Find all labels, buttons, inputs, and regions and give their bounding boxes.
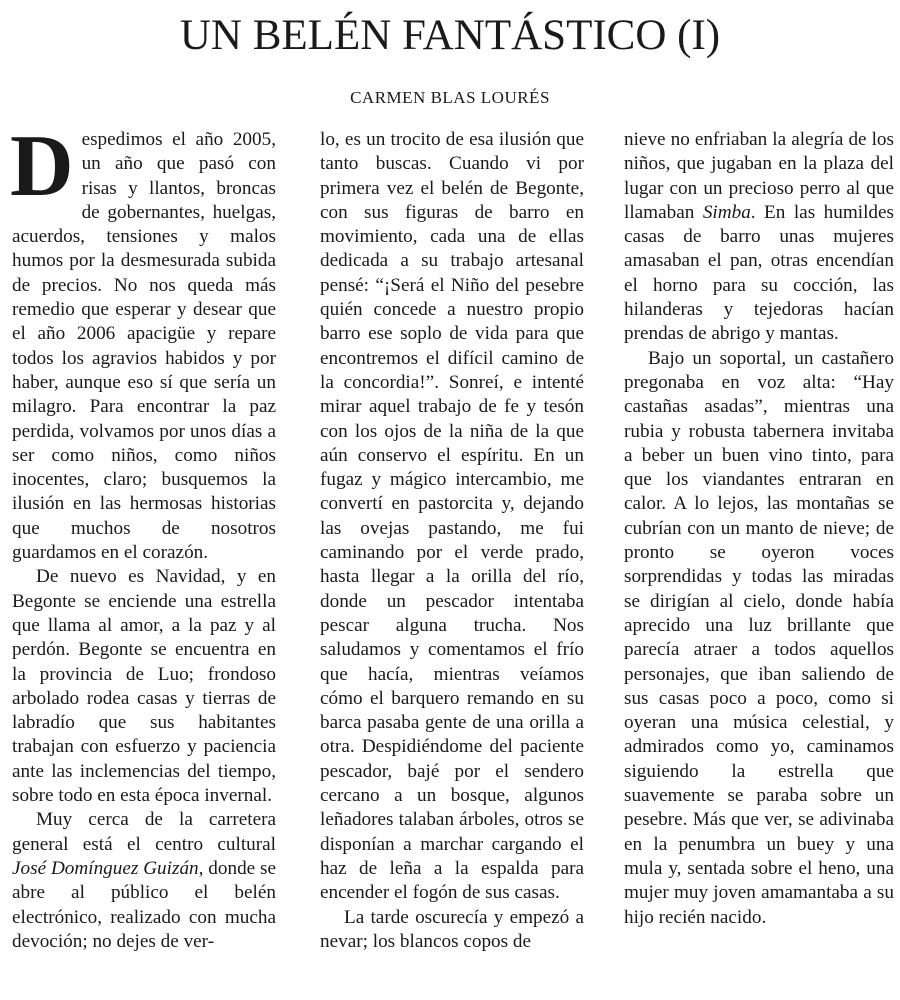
paragraph: La tarde oscurecía y empezó a nevar; los blancos copos de [320, 906, 584, 952]
column-3 [624, 128, 894, 930]
paragraph-text: . En las humildes casas de barro unas mujeres amasaban el pan, otras encendían el horno para su cocción, las hilanderas y tejedoras hacían prendas de abrigo y mantas. [624, 201, 894, 345]
paragraph [10, 118, 276, 565]
center-name: José Domínguez Guizán [12, 857, 199, 879]
column-1 [10, 118, 277, 954]
paragraph [12, 808, 276, 954]
paragraph: Bajo un soportal, un castañero pregonaba en voz alta: “Hay castañas asadas”, mientras una rubia y robusta tabernera invitaba a beber un buen vino tinto, para que los viandantes entraran en calor. A lo lejos, las montañas se cubrían con un manto de nieve; de pronto se oyeron voces sorprendidas y todas las miradas se dirigían al cielo, donde había aprecido una luz brillante que parecía atraer a todos aquellos personajes, que iban saliendo de sus casas poco a poco, como si oyeran una música celestial, y admirados como yo, caminamos siguiendo la estrella que suavemente se paraba sobre un pesebre. Más que ver, se adivinaba en la penumbra un buey y una mula y, sentada sobre el heno, una mujer muy joven amamantaba a su hijo recién nacido. [624, 347, 894, 928]
paragraph-text: Muy cerca de la carretera general está el centro cultural [12, 809, 276, 855]
paragraph-text: nieve no enfriaban la alegría de los niños, que jugaban en la plaza del lugar con un precioso perro al que llamaban [624, 129, 894, 223]
paragraph-text: , donde se abre al público el belén electrónico, realizado con mucha devoción; no dejes de ver- [12, 857, 277, 952]
paragraph [624, 128, 894, 347]
column-2 [320, 128, 584, 954]
paragraph-text: espedimos el año 2005, un año que pasó con risas y llantos, broncas de gobernantes, huelgas, acuerdos, tensiones y malos humos por la desmesurada subida de precios. No nos queda más remedio que esperar y desear que el año 2006 apacigüe y repare todos los agravios habidos y por haber, aunque eso sí que sería un milagro. Para encontrar la paz perdida, volvamos por unos días a ser como niños, como niños inocentes, claro; busquemos la ilusión en las hermosas historias que muchos de nosotros guardamos en el corazón. [12, 129, 276, 564]
paragraph: lo, es un trocito de esa ilusión que tanto buscas. Cuando vi por primera vez el belén de Begonte, con sus figuras de barro en movimiento, cada una de ellas dedicada a su trabajo artesanal pensé: “¡Será el Niño del pesebre quién concede a nuestro propio barro ese soplo de vida para que encontremos el difícil camino de la concordia!”. Sonreí, e intenté mirar aquel trabajo de fe y tesón con los ojos de la niña de la que aún conservo el espíritu. En un fugaz y mágico intercambio, me convertí en pastorcita y, dejando las ovejas pastando, me fui caminando por el verde prado, hasta llegar a la orilla del río, donde un pescador intentaba pescar alguna trucha. Nos saludamos y comentamos el frío que hacía, mientras veíamos cómo el barquero remando en su barca pasaba gente de una orilla a otra. Despidiéndome del paciente pescador, bajé por el sendero cercano a un bosque, algunos leñadores talaban árboles, otros se disponían a marchar cargando el haz de leña a la espalda para encender el fogón de sus casas. [320, 129, 584, 904]
drop-cap: D [10, 118, 74, 215]
article-author: CARMEN BLAS LOURÉS [350, 88, 550, 107]
article-title: UN BELÉN FANTÁSTICO (I) [179, 12, 721, 59]
paragraph: De nuevo es Navidad, y en Begonte se enciende una estrella que llama al amor, a la paz y al perdón. Begonte se encuentra en la provincia de Luo; frondoso arbolado rodea casas y tierras de labradío que sus habitantes trabajan con esfuerzo y paciencia ante las inclemencias del tiempo, sobre todo en esta época invernal. [12, 566, 276, 807]
dog-name: Simba [702, 201, 751, 223]
